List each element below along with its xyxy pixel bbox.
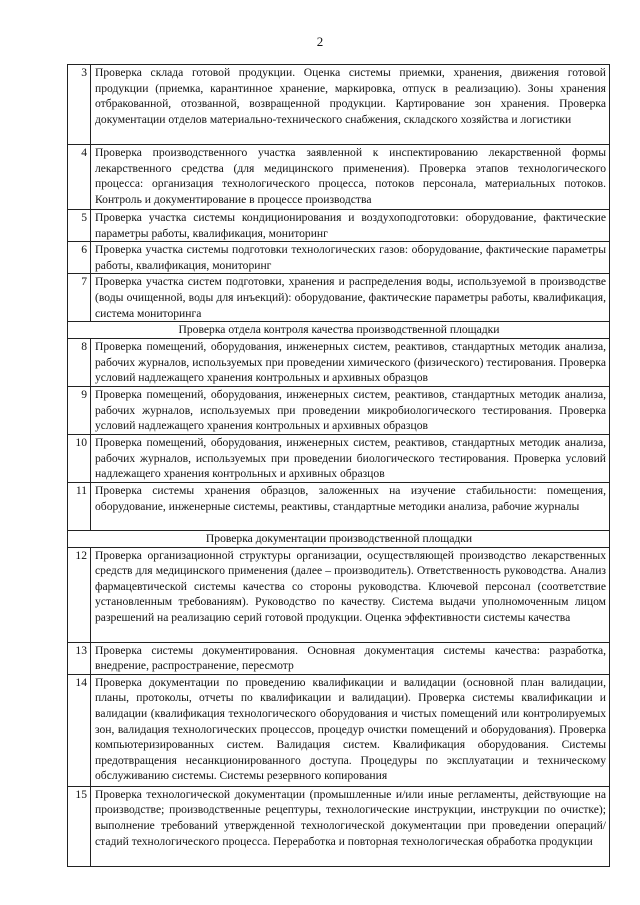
row-number: 11 — [68, 482, 91, 530]
section-header-row — [68, 322, 610, 339]
row-text: Проверка организационной структуры организации, осуществляющей производство лекарственных средств для медицинского применения (далее – производитель). Ответственность руководства. Анализ фармацевтической системы качества со стороны руководства. Ключевой персонал (соответствие установленным требованиям). Руководство по качеству. Система выдачи уполномоченным лицом разрешений на реализацию серий готовой продукции. Оценка эффективности системы качества — [91, 547, 610, 642]
row-text: Проверка системы документирования. Основная документация системы качества: разработка, внедрение, распространение, пересмотр — [91, 642, 610, 674]
row-number: 15 — [68, 786, 91, 866]
row-text: Проверка системы хранения образцов, заложенных на изучение стабильности: помещения, оборудование, инженерные системы, реактивы, стандартные методики анализа, рабочие журналы — [91, 482, 610, 530]
table-row — [68, 386, 610, 434]
row-text: Проверка документации по проведению квалификации и валидации (основной план валидации, планы, протоколы, отчеты по квалификации и валидации). Проверка системы квалификации и валидации (квалификация технологического оборудования и чистых помещений или контролируемых зон, валидация технологических процессов, процедур очистки помещений и оборудования). Проверка компьютеризированных систем. Валидация систем. Квалификация оборудования. Системы предотвращения несанкционированного доступа. Процедуры по эксплуатации и техническому обслуживанию системы. Системы резервного копирования — [91, 674, 610, 786]
row-text: Проверка технологической документации (промышленные и/или иные регламенты, действующие на производстве; производственные рецептуры, технологические инструкции, инструкции по очистке); выполнение требований утвержденной технологической документации при проведении операций/стадий технологического процесса. Переработка и повторная технологическая обработка продукции — [91, 786, 610, 866]
section-header-row — [68, 530, 610, 547]
section-header: Проверка документации производственной площадки — [68, 530, 610, 547]
row-number: 14 — [68, 674, 91, 786]
table-row — [68, 274, 610, 322]
row-number: 12 — [68, 547, 91, 642]
row-text: Проверка участка системы кондиционирования и воздухоподготовки: оборудование, фактические параметры работы, квалификация, мониторинг — [91, 210, 610, 242]
row-number: 13 — [68, 642, 91, 674]
table-row — [68, 674, 610, 786]
row-number: 10 — [68, 434, 91, 482]
row-number: 6 — [68, 242, 91, 274]
row-text: Проверка производственного участка заявленной к инспектированию лекарственной формы лекарственного средства (для медицинского применения). Проверка этапов технологического процесса: организация технологического процесса, потоков персонала, материальных потоков. Контроль и документирование в процессе производства — [91, 145, 610, 210]
table-row — [68, 65, 610, 145]
row-text: Проверка помещений, оборудования, инженерных систем, реактивов, стандартных методик анализа, рабочих журналов, используемых при проведении микробиологического тестирования. Проверка условий надлежащего хранения контрольных и архивных образцов — [91, 386, 610, 434]
row-number: 8 — [68, 338, 91, 386]
table-row — [68, 642, 610, 674]
row-text: Проверка помещений, оборудования, инженерных систем, реактивов, стандартных методик анализа, рабочих журналов, используемых при проведении химического (физического) тестирования. Проверка условий надлежащего хранения контрольных и архивных образцов — [91, 338, 610, 386]
row-number: 5 — [68, 210, 91, 242]
table-row — [68, 786, 610, 866]
table-row — [68, 434, 610, 482]
table-row — [68, 242, 610, 274]
row-number: 4 — [68, 145, 91, 210]
table-row — [68, 210, 610, 242]
row-number: 9 — [68, 386, 91, 434]
table-row — [68, 482, 610, 530]
row-text: Проверка склада готовой продукции. Оценка системы приемки, хранения, движения готовой продукции (приемка, карантинное хранение, маркировка, отпуск в реализацию). Зоны хранения отбракованной, отозванной, возвращенной продукции. Картирование зон хранения. Проверка документации отделов материально-технического снабжения, складского хозяйства и логистики — [91, 65, 610, 145]
table-row — [68, 145, 610, 210]
table-row — [68, 547, 610, 642]
row-text: Проверка помещений, оборудования, инженерных систем, реактивов, стандартных методик анализа, рабочих журналов, используемых при проведении биологического тестирования. Проверка условий надлежащего хранения контрольных и архивных образцов — [91, 434, 610, 482]
row-number: 7 — [68, 274, 91, 322]
row-text: Проверка участка систем подготовки, хранения и распределения воды, используемой в производстве (воды очищенной, воды для инъекций): оборудование, фактические параметры работы, квалификация, система мониторинга — [91, 274, 610, 322]
page-number: 2 — [316, 34, 324, 49]
row-text: Проверка участка системы подготовки технологических газов: оборудование, фактические параметры работы, квалификация, мониторинг — [91, 242, 610, 274]
inspection-table — [67, 64, 610, 867]
row-number: 3 — [68, 65, 91, 145]
section-header: Проверка отдела контроля качества производственной площадки — [68, 322, 610, 339]
table-row — [68, 338, 610, 386]
